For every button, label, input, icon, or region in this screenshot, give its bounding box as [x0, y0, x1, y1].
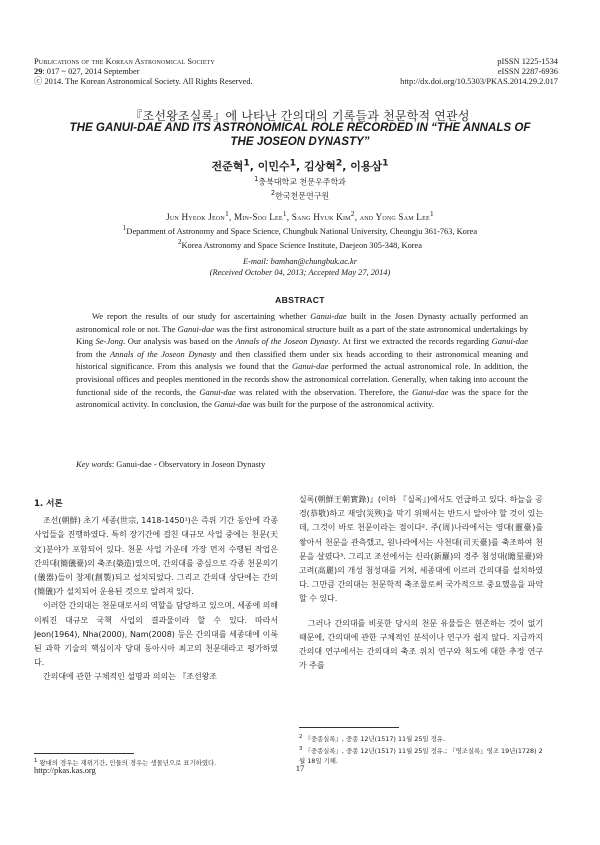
abstract-text: We report the results of our study for ascertaining whether — [92, 311, 311, 321]
left-column — [34, 497, 278, 685]
author-name: Sang Hyuk Kim — [291, 212, 351, 223]
affiliation-sup: 1 — [254, 175, 259, 183]
affiliation-text: Korea Astronomy and Space Science Institute, Daejeon 305-348, Korea — [181, 241, 422, 250]
footnote-text: 『중종실록』, 중종 12년(1517) 11월 25일 정유. — [304, 735, 445, 744]
abstract-term: Se-Jong — [95, 336, 123, 347]
volume-number: 29 — [34, 67, 43, 77]
author-en — [359, 209, 434, 223]
keywords-label: Key words — [76, 459, 112, 469]
abstract-text: was related with the observation. Therefore, the — [235, 386, 413, 397]
abstract-text: performed the actual astronomical role. In addition, the provisional offices and peoples mentioned in the records show the astronomical correlation. Generally, when taking into account the functional side of the records, the — [76, 361, 529, 397]
volume-info — [34, 67, 324, 77]
footnote-number: 3 — [299, 746, 303, 752]
author-sup: 2 — [335, 157, 343, 168]
affiliation-sup: 1 — [122, 224, 127, 232]
journal-header — [34, 57, 324, 88]
author-sup: 1 — [429, 209, 434, 218]
abstract-term: Ganui-dae — [214, 399, 251, 410]
body-paragraph: 간의대에 관한 구체적인 설명과 의의는 『조선왕조 — [43, 672, 217, 682]
section-title: 1. 서론 — [34, 499, 63, 509]
contact-email[interactable]: E-mail: bamhan@chungbuk.ac.kr — [243, 257, 357, 266]
body-paragraph: 이러한 간의대는 천문대로서의 역할을 담당하고 있으며, 세종에 의해 이뤄진 대규모 국책 사업의 결과물이라 할 수 있다. 따라서 Jeon(1964), Nha(2000), Nam(2008) 등은 간의대를 세종대에 이룩된 과학 기술의 핵심이자 당대 동아시아 최고의 천문대라고 평가하였다. — [34, 601, 278, 668]
footnote-number: 1 — [34, 758, 38, 764]
author-name: 김상혁 — [304, 159, 336, 173]
author-sup: 1 — [282, 209, 287, 218]
affiliation-text: Department of Astronomy and Space Science, Chungbuk National University, Cheongju 361-763, Korea — [126, 226, 478, 236]
author-name: and Yong Sam Lee — [359, 212, 430, 223]
right-column — [299, 493, 543, 673]
abstract-term: Ganui-dae — [491, 336, 529, 347]
abstract-term: Ganui-dae — [412, 386, 449, 397]
abstract-term: Annals of the Joseon Dynasty — [109, 348, 217, 359]
body-paragraph: 실록(朝鮮王朝實錄)』(이하 『실록』)에서도 언급하고 있다. 하늘을 공경(恭敬)하고 재앙(災殃)을 막기 위해서는 반드시 알아야 할 것이 있는데, 그것이 바로 천문이라는 점이다². 주(周)나라에서는 영대(靈臺)를 쌓아서 천문을 관측했고, 원나라에서는 사천대(司天臺)를 축조하여 천문을 살폈다³. 그리고 조선에서는 신라(新羅)의 경주 첨성대(瞻星臺)와 고려(高麗)의 개성 첨성대를 거쳐, 세종대에 이르러 간의대를 설치하였다. 그만큼 간의대는 천문학적 축조물로써 국가적으로 중요했음을 파악할 수 있다. — [299, 495, 543, 604]
footnote-text: 『중종실록』, 중종 12년(1517) 11월 25일 정유.; 『영조실록』영조 19년(1728) 2월 18일 기해. — [299, 747, 543, 766]
affiliation-en — [50, 223, 550, 237]
abstract-term: Annals of the Joseon Dynasty — [235, 336, 338, 347]
abstract-term: Ganui-dae — [292, 361, 329, 372]
eissn: eISSN 2287-6936 — [497, 67, 558, 77]
abstract-text: . At first we extracted the records regarding — [337, 336, 492, 347]
abstract-text: was built for the purpose of the astronomical activity. — [250, 399, 434, 410]
page-number: 17 — [295, 763, 305, 773]
author-sup: 1 — [382, 157, 389, 168]
affiliation-sup: 2 — [270, 188, 276, 197]
doi-link[interactable]: http://dx.doi.org/10.5303/PKAS.2014.29.2.017 — [400, 77, 558, 87]
author-en: Sang Hyuk Kim$^2$, — [291, 209, 360, 223]
pissn: pISSN 1225-1534 — [497, 57, 558, 66]
affiliation-text: 한국천문연구원 — [275, 191, 330, 201]
body-paragraph: 조선(朝鮮) 초기 세종(世宗, 1418-1450¹)은 즉위 기간 동안에 각종 사업들을 진행하였다. 특히 장기간에 걸친 대규모 사업 중에는 천문(天文)분야가 포함되어 있다. 천문 사업 가운데 가장 먼저 수행된 작업은 간의대(簡儀臺)의 축조(築造)였으며, 간의대를 중심으로 각종 천문의기(儀器)들이 창제(創製)되고 설치되었다. 그리고 간의대 상단에는 간의(簡儀)가 설치되어 운용된 것으로 알려져 있다. — [34, 516, 278, 597]
affiliation-ko — [0, 188, 600, 202]
author-sup: 1 — [289, 157, 296, 168]
abstract-body — [76, 310, 528, 411]
abstract-text: from the — [76, 348, 110, 359]
journal-name: Publications of the Korean Astronomical Society — [34, 57, 215, 66]
korean-authors — [0, 157, 600, 174]
author-name: Jun Hyeok Jeon — [166, 212, 225, 223]
author-en: Min-Soo Lee$^1$, — [233, 209, 292, 223]
abstract-term: Ganui-dae — [310, 311, 347, 321]
affiliation-ko — [0, 174, 600, 188]
korean-title: 『조선왕조실록』에 나타난 간의대의 기록들과 천문학적 연관성 — [130, 109, 470, 123]
page-range: : 017 ~ 027, 2014 September — [42, 67, 140, 77]
author-ko: 김상혁$^2$, — [304, 157, 351, 173]
author-sup: 1 — [224, 209, 229, 218]
affiliation-en — [50, 237, 550, 251]
received-dates: (Received October 04, 2013; Accepted May 27, 2014) — [209, 268, 391, 277]
abstract-text: was the space for the astronomical activity. In conclusion, the — [76, 386, 528, 410]
affiliation-text: 충북대학교 천문우주학과 — [258, 177, 346, 187]
issn-header — [318, 57, 558, 88]
abstract-term: Ganui-dae — [199, 386, 236, 397]
abstract-text: and then classified them under six heads according to their astronomical meaning and historical significance. From this analysis we found that the — [76, 348, 528, 372]
footnote-text: 왕대의 경우는 재위기간, 인물의 경우는 생몰년으로 표기하였다. — [39, 759, 217, 768]
english-title: THE GANUI-DAE AND ITS ASTRONOMICAL ROLE RECORDED IN “THE ANNALS OF THE JOSEON DYNASTY” — [69, 121, 531, 148]
author-name: Min-Soo Lee — [233, 212, 283, 223]
author-sup: 2 — [350, 209, 355, 218]
abstract-text: . Our analysis was based on the — [123, 336, 236, 347]
footnote — [299, 732, 543, 744]
author-name: 이용삼 — [350, 159, 383, 173]
author-en: Jun Hyeok Jeon$^1$, — [166, 209, 234, 223]
author-ko: 전준혁$^1$, — [211, 157, 258, 173]
keywords — [76, 459, 528, 469]
author-ko: 이민수$^1$, — [257, 157, 304, 173]
keywords-text: : Ganui-dae - Observatory in Joseon Dynasty — [111, 459, 266, 469]
author-ko — [350, 157, 389, 173]
author-name: 이민수 — [257, 159, 290, 173]
korean-affiliations — [0, 174, 600, 201]
affiliation-sup: 2 — [178, 238, 182, 247]
english-authors — [0, 209, 600, 222]
footer-url[interactable]: http://pkas.kas.org — [34, 766, 96, 775]
footnote-rule — [34, 753, 134, 754]
english-affiliations — [50, 223, 550, 251]
footnote-rule — [299, 727, 399, 728]
abstract-heading: ABSTRACT — [275, 295, 325, 305]
footnote-number: 2 — [299, 734, 303, 740]
abstract-term: Ganui-dae — [177, 323, 214, 334]
body-paragraph: 그러나 간의대를 비롯한 당시의 천문 유물들은 현존하는 것이 없기 때문에, 간의대에 관한 구체적인 분석이나 연구가 쉽지 않다. 지금까지 간의대 연구에서는 간의대의 축조 위치 연구와 척도에 대한 추정 연구가 주를 — [299, 618, 543, 671]
copyright-notice: ⓒ 2014. The Korean Astronomical Society. All Rights Reserved. — [34, 77, 253, 87]
abstract-text: was the first astronomical structure built as a part of the state astronomical undertakings by King — [76, 323, 528, 347]
abstract-text: built in the Josen Dynasty actually performed an astronomical role or not. The — [76, 311, 528, 334]
author-sup: 1 — [243, 157, 250, 168]
author-name: 전준혁 — [211, 159, 244, 173]
